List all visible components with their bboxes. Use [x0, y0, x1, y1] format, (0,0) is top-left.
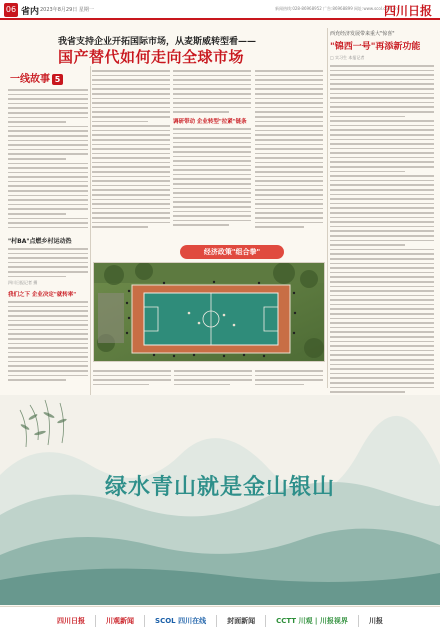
publication-date: 2023年8月29日 星期一 — [40, 7, 94, 13]
headline-kicker: 我省支持企业开拓国际市场，从麦斯威转型看—— — [58, 37, 257, 47]
contact-info: 新闻热线:028-86968952 广告:86968899 网址:www.scol.com.cn — [275, 6, 398, 11]
footer-logo-scol: SCOL 四川在线 — [155, 617, 207, 625]
column-divider — [90, 66, 91, 396]
aerial-basketball-photo — [93, 262, 325, 362]
article-column — [255, 68, 323, 228]
footer-logo-sichuan-daily: 四川日报 — [57, 617, 86, 625]
article-column — [93, 368, 171, 388]
photo-caption-box — [8, 232, 88, 422]
left-sub-title: 我们之下 企业决定"就转率" — [8, 292, 77, 299]
body-text-block — [8, 301, 88, 381]
photo-caption-title: "村BA"点燃乡村运动热 — [8, 238, 72, 245]
slogan-title: 绿水青山就是金山银山 — [104, 475, 335, 500]
footer-logo-bar — [0, 606, 440, 635]
body-text-block — [330, 65, 434, 448]
right-byline: □ 实习生 本报记者 — [330, 55, 365, 60]
footer-logo-chuanbao: 川报 — [368, 617, 383, 625]
column-divider — [327, 28, 328, 388]
masthead — [0, 0, 440, 20]
article-column — [255, 368, 323, 388]
newspaper-logo: 四川日报 — [383, 4, 432, 18]
article-sub-head: 调研带动 企业转型"拉紧"链条 — [173, 118, 247, 125]
right-column — [330, 30, 434, 390]
footer-logo-cover-news: 封面新闻 — [227, 617, 256, 625]
footer-logo-chuanguan: 川观新闻 — [106, 617, 135, 625]
story-banner-number: 5 — [52, 74, 63, 85]
photo-illustration — [94, 263, 325, 362]
right-headline: "锦西一号"再添新功能 — [330, 42, 421, 52]
policy-badge: 经济政策"组合拳" — [180, 245, 284, 259]
page-number: 06 — [4, 3, 18, 17]
article-column — [174, 368, 252, 388]
story-banner-label: 一线故事 — [10, 74, 50, 85]
footer-logo-cctt: CCTT 川观 | 川报视界 — [276, 617, 348, 625]
right-kicker: 西充经济发展带来重大"惊喜" — [330, 31, 395, 37]
main-headline: 国产替代如何走向全球市场 — [58, 48, 245, 66]
story-banner — [10, 70, 88, 85]
photo-byline: 四川日报记者 摄 — [8, 280, 38, 286]
section-name: 省内 — [21, 7, 40, 17]
article-column — [173, 68, 251, 228]
article-column — [92, 68, 170, 228]
body-text-block — [8, 89, 88, 228]
caption-text-block — [8, 248, 88, 277]
